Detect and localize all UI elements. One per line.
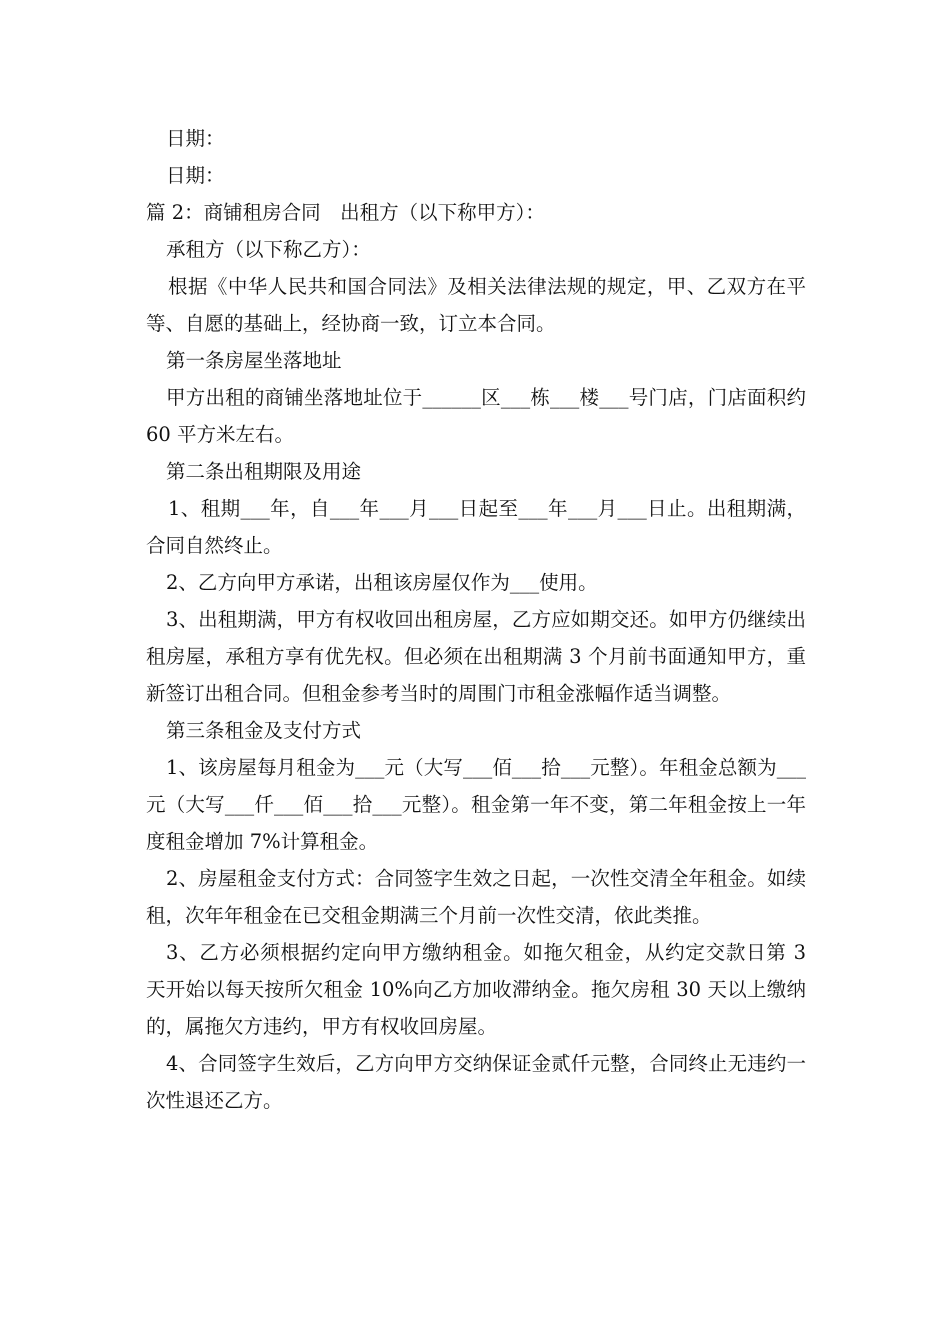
paragraph-date-1: 日期： — [166, 127, 225, 150]
paragraph-rent-3: 3、乙方必须根据约定向甲方缴纳租金。如拖欠租金，从约定交款日第 3 天开始以每天按所欠租金 10%向乙方加收滞纳金。拖欠房租 30 天以上缴纳的，属拖欠方违约，甲方有权收回房屋。 — [146, 941, 806, 1038]
paragraph-address: 甲方出租的商铺坐落地址位于______区___栋___楼___号门店，门店面积约 60 平方米左右。 — [146, 386, 806, 446]
paragraph-preamble: 根据《中华人民共和国合同法》及相关法律法规的规定，甲、乙双方在平等、自愿的基础上，经协商一致，订立本合同。 — [146, 275, 806, 335]
paragraph-term-2: 2、乙方向甲方承诺，出租该房屋仅作为___使用。 — [166, 571, 598, 594]
heading-article-1: 第一条房屋坐落地址 — [166, 349, 342, 372]
heading-article-2: 第二条出租期限及用途 — [166, 460, 362, 483]
paragraph-rent-1: 1、该房屋每月租金为___元（大写___佰___拾___元整）。年租金总额为___元（大写___仟___佰___拾___元整）。租金第一年不变，第二年租金按上一年度租金增加 7%计算租金。 — [146, 756, 806, 853]
paragraph-rent-4: 4、合同签字生效后，乙方向甲方交纳保证金贰仟元整，合同终止无违约一次性退还乙方。 — [146, 1052, 806, 1112]
paragraph-rent-2: 2、房屋租金支付方式：合同签字生效之日起，一次性交清全年租金。如续租，次年年租金在已交租金期满三个月前一次性交清，依此类推。 — [146, 867, 806, 927]
paragraph-date-2: 日期： — [166, 164, 225, 187]
paragraph-contract-title: 篇 2：商铺租房合同 出租方（以下称甲方）： — [146, 201, 545, 224]
paragraph-term-3: 3、出租期满，甲方有权收回出租房屋，乙方应如期交还。如甲方仍继续出租房屋，承租方享有优先权。但必须在出租期满 3 个月前书面通知甲方，重新签订出租合同。但租金参考当时的周围门市租金涨幅作适当调整。 — [146, 608, 806, 705]
heading-article-3: 第三条租金及支付方式 — [166, 719, 362, 742]
paragraph-lessee: 承租方（以下称乙方）： — [166, 238, 371, 261]
paragraph-term-1: 1、租期___年，自___年___月___日起至___年___月___日止。出租期满，合同自然终止。 — [146, 497, 806, 557]
document-body — [146, 120, 806, 1119]
